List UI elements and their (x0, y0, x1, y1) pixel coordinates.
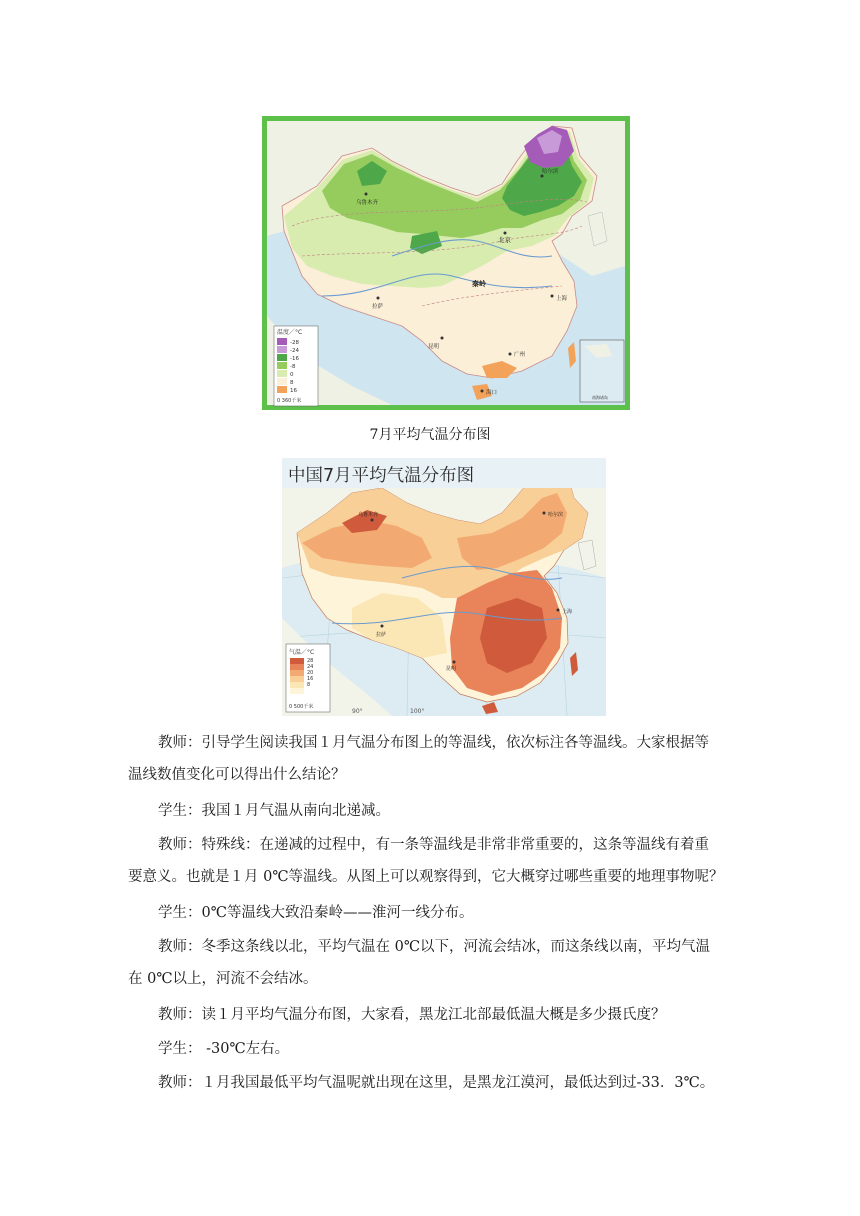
paragraph-line: 学生：我国１月气温从南向北递减。 (158, 803, 390, 819)
paragraph-line: 教师：冬季这条线以北，平均气温在 0℃以下，河流会结冰，而这条线以南，平均气温 (158, 939, 711, 955)
paragraph (128, 897, 738, 929)
city-label: 哈尔滨 (548, 512, 564, 518)
paragraph-line: 学生： -30℃左右。 (158, 1041, 290, 1057)
city-label: 拉萨 (372, 304, 384, 310)
lon-label: 90° (352, 708, 363, 715)
paragraph (128, 1067, 738, 1099)
paragraph-line: 在 0℃以上，河流不会结冰。 (128, 971, 318, 987)
paragraph-line: 教师：引导学生阅读我国１月气温分布图上的等温线，依次标注各等温线。大家根据等 (158, 735, 709, 751)
legend-swatch (277, 378, 287, 385)
paragraph (128, 727, 738, 791)
paragraph (128, 999, 738, 1031)
legend-swatch (277, 346, 287, 353)
paragraph-line: 温线数值变化可以得出什么结论？ (128, 767, 346, 783)
city-label: 北京 (498, 236, 511, 244)
city-label: 广州 (514, 352, 526, 358)
paragraph-line: 教师：读１月平均气温分布图，大家看，黑龙江北部最低温大概是多少摄氏度？ (158, 1007, 666, 1023)
inset-label: 南海诸岛 (592, 395, 608, 400)
legend-label: -24 (290, 348, 299, 354)
city-label: 乌鲁木齐 (356, 200, 379, 206)
city-label: 乌鲁木齐 (358, 512, 379, 518)
legend-swatch (290, 676, 304, 682)
paragraph (128, 795, 738, 827)
legend-swatch (277, 354, 287, 361)
legend-swatch (290, 658, 304, 664)
city-label: 上海 (562, 609, 573, 615)
legend-label: 24 (307, 664, 314, 670)
paragraph-line: 教师：特殊线：在递减的过程中，有一条等温线是非常非常重要的，这条等温线有着重 (158, 837, 709, 853)
map2-title: 中国7月平均气温分布图 (288, 466, 475, 486)
map2-legend-swatches (290, 658, 304, 694)
legend-label: 0 (290, 372, 294, 378)
paragraph-line: 要意义。也就是１月 0℃等温线。从图上可以观察得到，它大概穿过哪些重要的地理事物呢？ (128, 869, 724, 885)
map1-legend-title: 温度／°C (277, 329, 303, 336)
city-label: 拉萨 (376, 632, 387, 638)
map1-legend-swatches (277, 338, 287, 393)
map1-scale: 0 360千米 (277, 398, 302, 404)
map2-scale: 0 500千米 (289, 704, 314, 710)
paragraph (128, 829, 738, 893)
city-label: 昆明 (446, 666, 457, 672)
legend-label: -8 (290, 364, 296, 370)
legend-swatch (290, 688, 304, 694)
city-label: 秦岭 (472, 279, 486, 288)
legend-label: -16 (290, 356, 299, 362)
legend-label: 16 (290, 388, 297, 394)
legend-swatch (290, 682, 304, 688)
lon-label: 100° (410, 708, 425, 715)
july-temperature-map (282, 458, 606, 716)
legend-swatch (290, 664, 304, 670)
legend-label: 8 (290, 380, 294, 386)
legend-swatch (277, 370, 287, 377)
legend-swatch (277, 338, 287, 345)
legend-swatch (277, 386, 287, 393)
paragraph-line: 学生：0℃等温线大致沿秦岭——淮河一线分布。 (158, 905, 474, 921)
january-temperature-map (262, 116, 630, 410)
legend-label: 8 (307, 682, 311, 688)
paragraph-line: 教师：１月我国最低平均气温呢就出现在这里，是黑龙江漠河，最低达到过-33．3℃。 (158, 1075, 715, 1091)
paragraph (128, 1033, 738, 1065)
legend-label: -28 (290, 340, 299, 346)
legend-swatch (290, 670, 304, 676)
map2-legend-title: 气温／°C (289, 649, 315, 656)
legend-swatch (277, 362, 287, 369)
city-label: 上海 (556, 296, 568, 302)
city-label: 哈尔滨 (542, 169, 559, 175)
city-label: 海口 (486, 390, 498, 396)
legend-label: 28 (307, 658, 314, 664)
paragraph (128, 931, 738, 995)
city-label: 昆明 (428, 344, 440, 350)
map-caption: 7月平均气温分布图 (369, 427, 491, 443)
legend-label: 20 (307, 670, 314, 676)
legend-label: 16 (307, 676, 314, 682)
